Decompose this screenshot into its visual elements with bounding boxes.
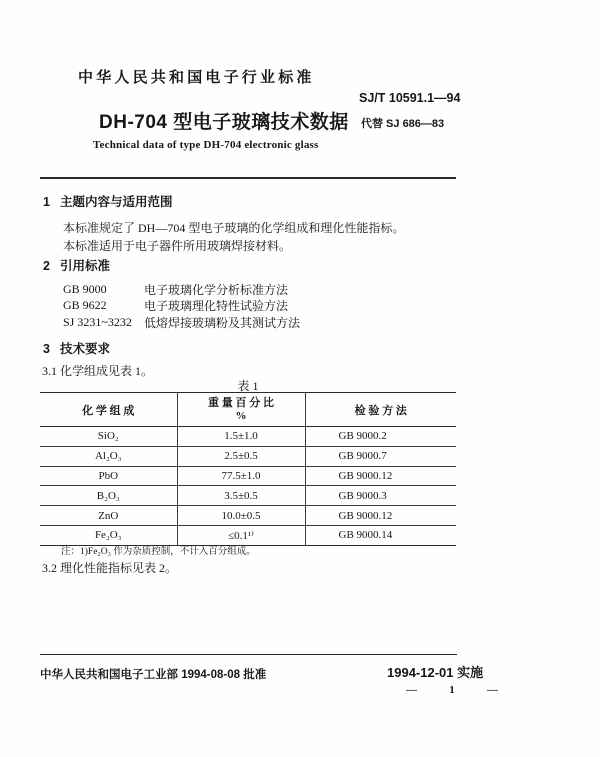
issuing-org-title: 中华人民共和国电子行业标准 — [78, 69, 315, 86]
table-row — [40, 466, 456, 486]
header-divider-rule — [40, 177, 456, 179]
page-number — [406, 684, 498, 696]
cell-method: GB 9000.2 — [305, 427, 456, 447]
column-header-weight-line1: 重 量 百 分 比 — [208, 396, 274, 409]
page-number-value: 1 — [449, 684, 455, 696]
reference-title: 低熔焊接玻璃粉及其测试方法 — [144, 315, 301, 330]
table-row — [40, 486, 456, 506]
cell-weight-percent: 77.5±1.0 — [177, 466, 305, 486]
table-1-chemical-composition — [40, 392, 456, 546]
table-1-caption: 表 1 — [237, 379, 259, 393]
section-3-number: 3 — [43, 342, 50, 356]
table-header-row — [40, 393, 456, 427]
cell-composition: Al₂O₃ — [40, 446, 177, 466]
clause-3-1: 3.1 化学组成见表 1。 — [42, 364, 154, 378]
reference-item — [63, 298, 300, 315]
implementation-date: 1994-12-01 实施 — [387, 665, 484, 680]
table-row — [40, 506, 456, 526]
section-1-heading — [43, 192, 172, 210]
page-number-dash-left: — — [406, 684, 417, 696]
standard-number: SJ/T 10591.1—94 — [359, 91, 461, 105]
section-1-paragraph-1: 本标准规定了 DH—704 型电子玻璃的化学组成和理化性能指标。 — [63, 221, 405, 235]
cell-composition: SiO₂ — [97, 430, 119, 443]
section-1-title: 主题内容与适用范围 — [59, 195, 173, 209]
section-3-title: 技术要求 — [59, 342, 110, 356]
table-row — [40, 427, 456, 447]
section-1-number: 1 — [43, 195, 50, 209]
document-title-english: Technical data of type DH-704 electronic glass — [93, 139, 319, 151]
reference-code: SJ 3231~3232 — [63, 314, 132, 329]
section-2-number: 2 — [43, 259, 50, 273]
section-3-heading — [43, 339, 110, 357]
cell-weight-percent: 3.5±0.5 — [177, 486, 305, 506]
cell-method: GB 9000.7 — [305, 446, 456, 466]
reference-code: GB 9622 — [63, 298, 107, 313]
column-header-method: 检 验 方 法 — [305, 393, 456, 427]
reference-item — [63, 281, 300, 298]
reference-title: 电子玻璃理化特性试验方法 — [144, 299, 289, 314]
cell-composition: PbO — [40, 466, 177, 486]
reference-code: GB 9000 — [63, 281, 107, 296]
section-2-heading — [43, 256, 110, 274]
column-header-composition: 化 学 组 成 — [40, 393, 177, 427]
approval-statement: 中华人民共和国电子工业部 1994-08-08 批准 — [40, 669, 267, 681]
page-number-dash-right: — — [487, 684, 498, 696]
column-header-weight-line2: % — [235, 409, 247, 422]
cell-method: GB 9000.3 — [305, 486, 456, 506]
cell-weight-percent: 2.5±0.5 — [177, 446, 305, 466]
cell-weight-percent: 10.0±0.5 — [177, 506, 305, 526]
cell-weight-percent: ≤0.1¹⁾ — [177, 525, 305, 545]
replaces-standard: 代替 SJ 686—83 — [361, 118, 445, 130]
reference-title: 电子玻璃化学分析标准方法 — [144, 282, 289, 297]
cell-composition: ZnO — [40, 506, 177, 526]
table-1-footnote: 注：1)Fe₂O₃ 作为杂质控制，不计入百分组成。 — [61, 547, 256, 557]
column-header-weight-percent — [177, 393, 305, 427]
clause-3-2: 3.2 理化性能指标见表 2。 — [42, 561, 178, 575]
referenced-standards-list — [63, 281, 300, 331]
reference-item — [63, 314, 300, 331]
table-row — [40, 446, 456, 466]
cell-composition: B₂O₃ — [40, 486, 177, 506]
cell-method: GB 9000.12 — [305, 466, 456, 486]
document-title: DH-704 型电子玻璃技术数据 — [99, 112, 349, 133]
cell-weight-percent: 1.5±1.0 — [177, 427, 305, 447]
cell-composition: Fe₂O₃ — [40, 525, 177, 545]
cell-method: GB 9000.12 — [305, 506, 456, 526]
footer-divider-rule — [40, 654, 457, 655]
section-1-paragraph-2: 本标准适用于电子器件所用玻璃焊接材料。 — [63, 239, 292, 253]
section-2-title: 引用标准 — [59, 259, 110, 273]
cell-method: GB 9000.14 — [305, 525, 456, 545]
